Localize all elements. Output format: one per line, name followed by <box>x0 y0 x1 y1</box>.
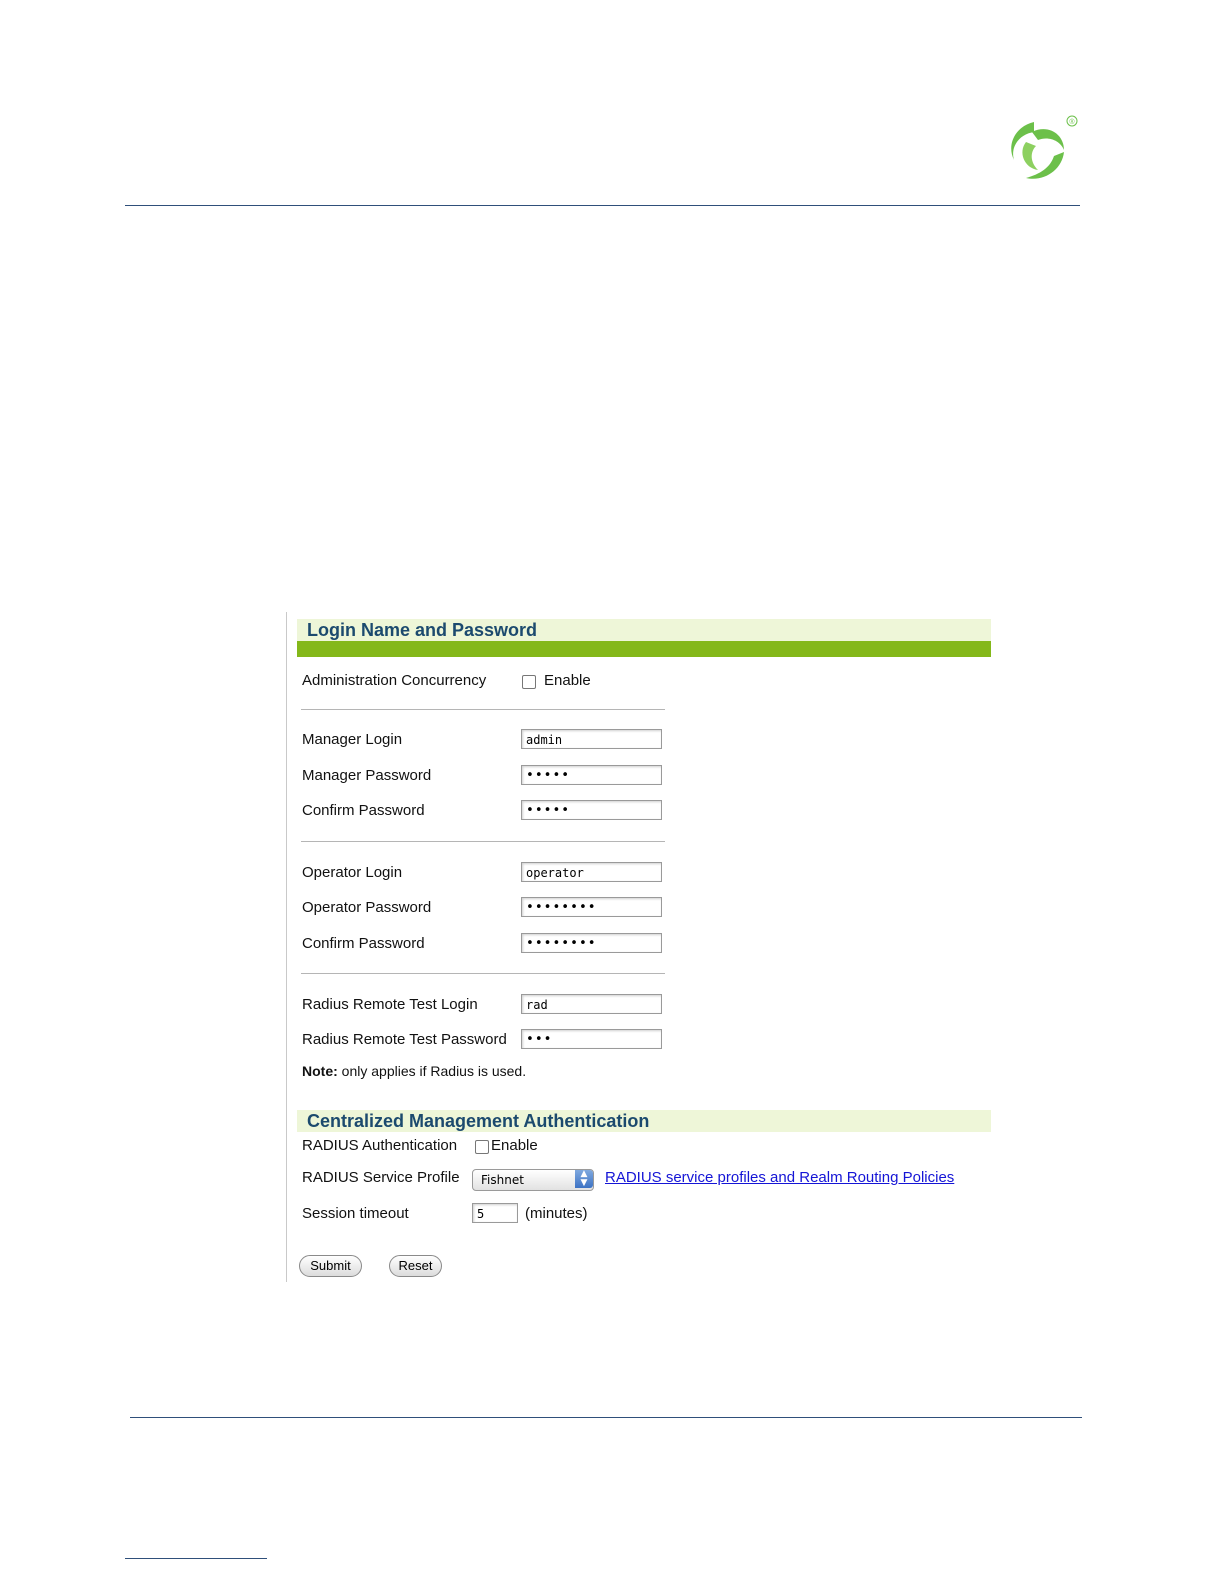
radius-service-profile-select[interactable] <box>472 1169 594 1191</box>
radius-test-password-label: Radius Remote Test Password <box>302 1031 507 1048</box>
manager-login-input[interactable]: admin <box>521 729 662 749</box>
radius-service-profile-label: RADIUS Service Profile <box>302 1169 460 1186</box>
operator-confirm-password-input[interactable]: •••••••• <box>521 933 662 953</box>
admin-concurrency-label: Administration Concurrency <box>302 672 487 689</box>
radius-auth-checkbox[interactable] <box>475 1140 489 1154</box>
section-green-bar <box>297 641 991 657</box>
operator-confirm-password-label: Confirm Password <box>302 935 425 952</box>
divider <box>301 973 665 974</box>
operator-password-label: Operator Password <box>302 899 432 916</box>
settings-panel <box>286 612 997 1282</box>
session-timeout-input[interactable]: 5 <box>472 1203 518 1223</box>
footer-rule <box>130 1417 1082 1418</box>
session-timeout-unit: (minutes) <box>525 1205 588 1222</box>
submit-button[interactable]: Submit <box>299 1255 362 1277</box>
registered-mark: ® <box>1069 119 1075 126</box>
radius-test-password-input[interactable]: ••• <box>521 1029 662 1049</box>
operator-login-label: Operator Login <box>302 864 403 881</box>
select-value: Fishnet <box>481 1173 524 1187</box>
operator-password-input[interactable]: •••••••• <box>521 897 662 917</box>
radius-auth-label: RADIUS Authentication <box>302 1137 458 1154</box>
swirl-logo-icon <box>998 112 1080 186</box>
radius-test-login-input[interactable]: rad <box>521 994 662 1014</box>
radius-auth-enable-label: Enable <box>491 1137 538 1154</box>
manager-password-label: Manager Password <box>302 767 432 784</box>
admin-concurrency-checkbox[interactable] <box>522 675 536 689</box>
radius-test-login-label: Radius Remote Test Login <box>302 996 478 1013</box>
section-title-central: Centralized Management Authentication <box>297 1110 991 1132</box>
section-title-login: Login Name and Password <box>297 619 991 641</box>
manager-confirm-password-label: Confirm Password <box>302 802 425 819</box>
radius-profiles-link[interactable]: RADIUS service profiles and Realm Routing Policies <box>605 1169 955 1186</box>
footnote-rule <box>125 1558 267 1559</box>
manager-password-input[interactable]: ••••• <box>521 765 662 785</box>
note-bold: Note: <box>302 1063 338 1079</box>
header-rule <box>125 205 1080 206</box>
manager-confirm-password-input[interactable]: ••••• <box>521 800 662 820</box>
divider <box>301 709 665 710</box>
reset-button[interactable]: Reset <box>389 1255 442 1277</box>
note-text: only applies if Radius is used. <box>337 1063 527 1079</box>
manager-login-label: Manager Login <box>302 731 403 748</box>
session-timeout-label: Session timeout <box>302 1205 409 1222</box>
radius-note <box>302 1063 526 1079</box>
admin-concurrency-enable-label: Enable <box>544 672 591 689</box>
select-arrows-icon: ▲ ▼ <box>575 1170 593 1188</box>
operator-login-input[interactable]: operator <box>521 862 662 882</box>
divider <box>301 841 665 842</box>
